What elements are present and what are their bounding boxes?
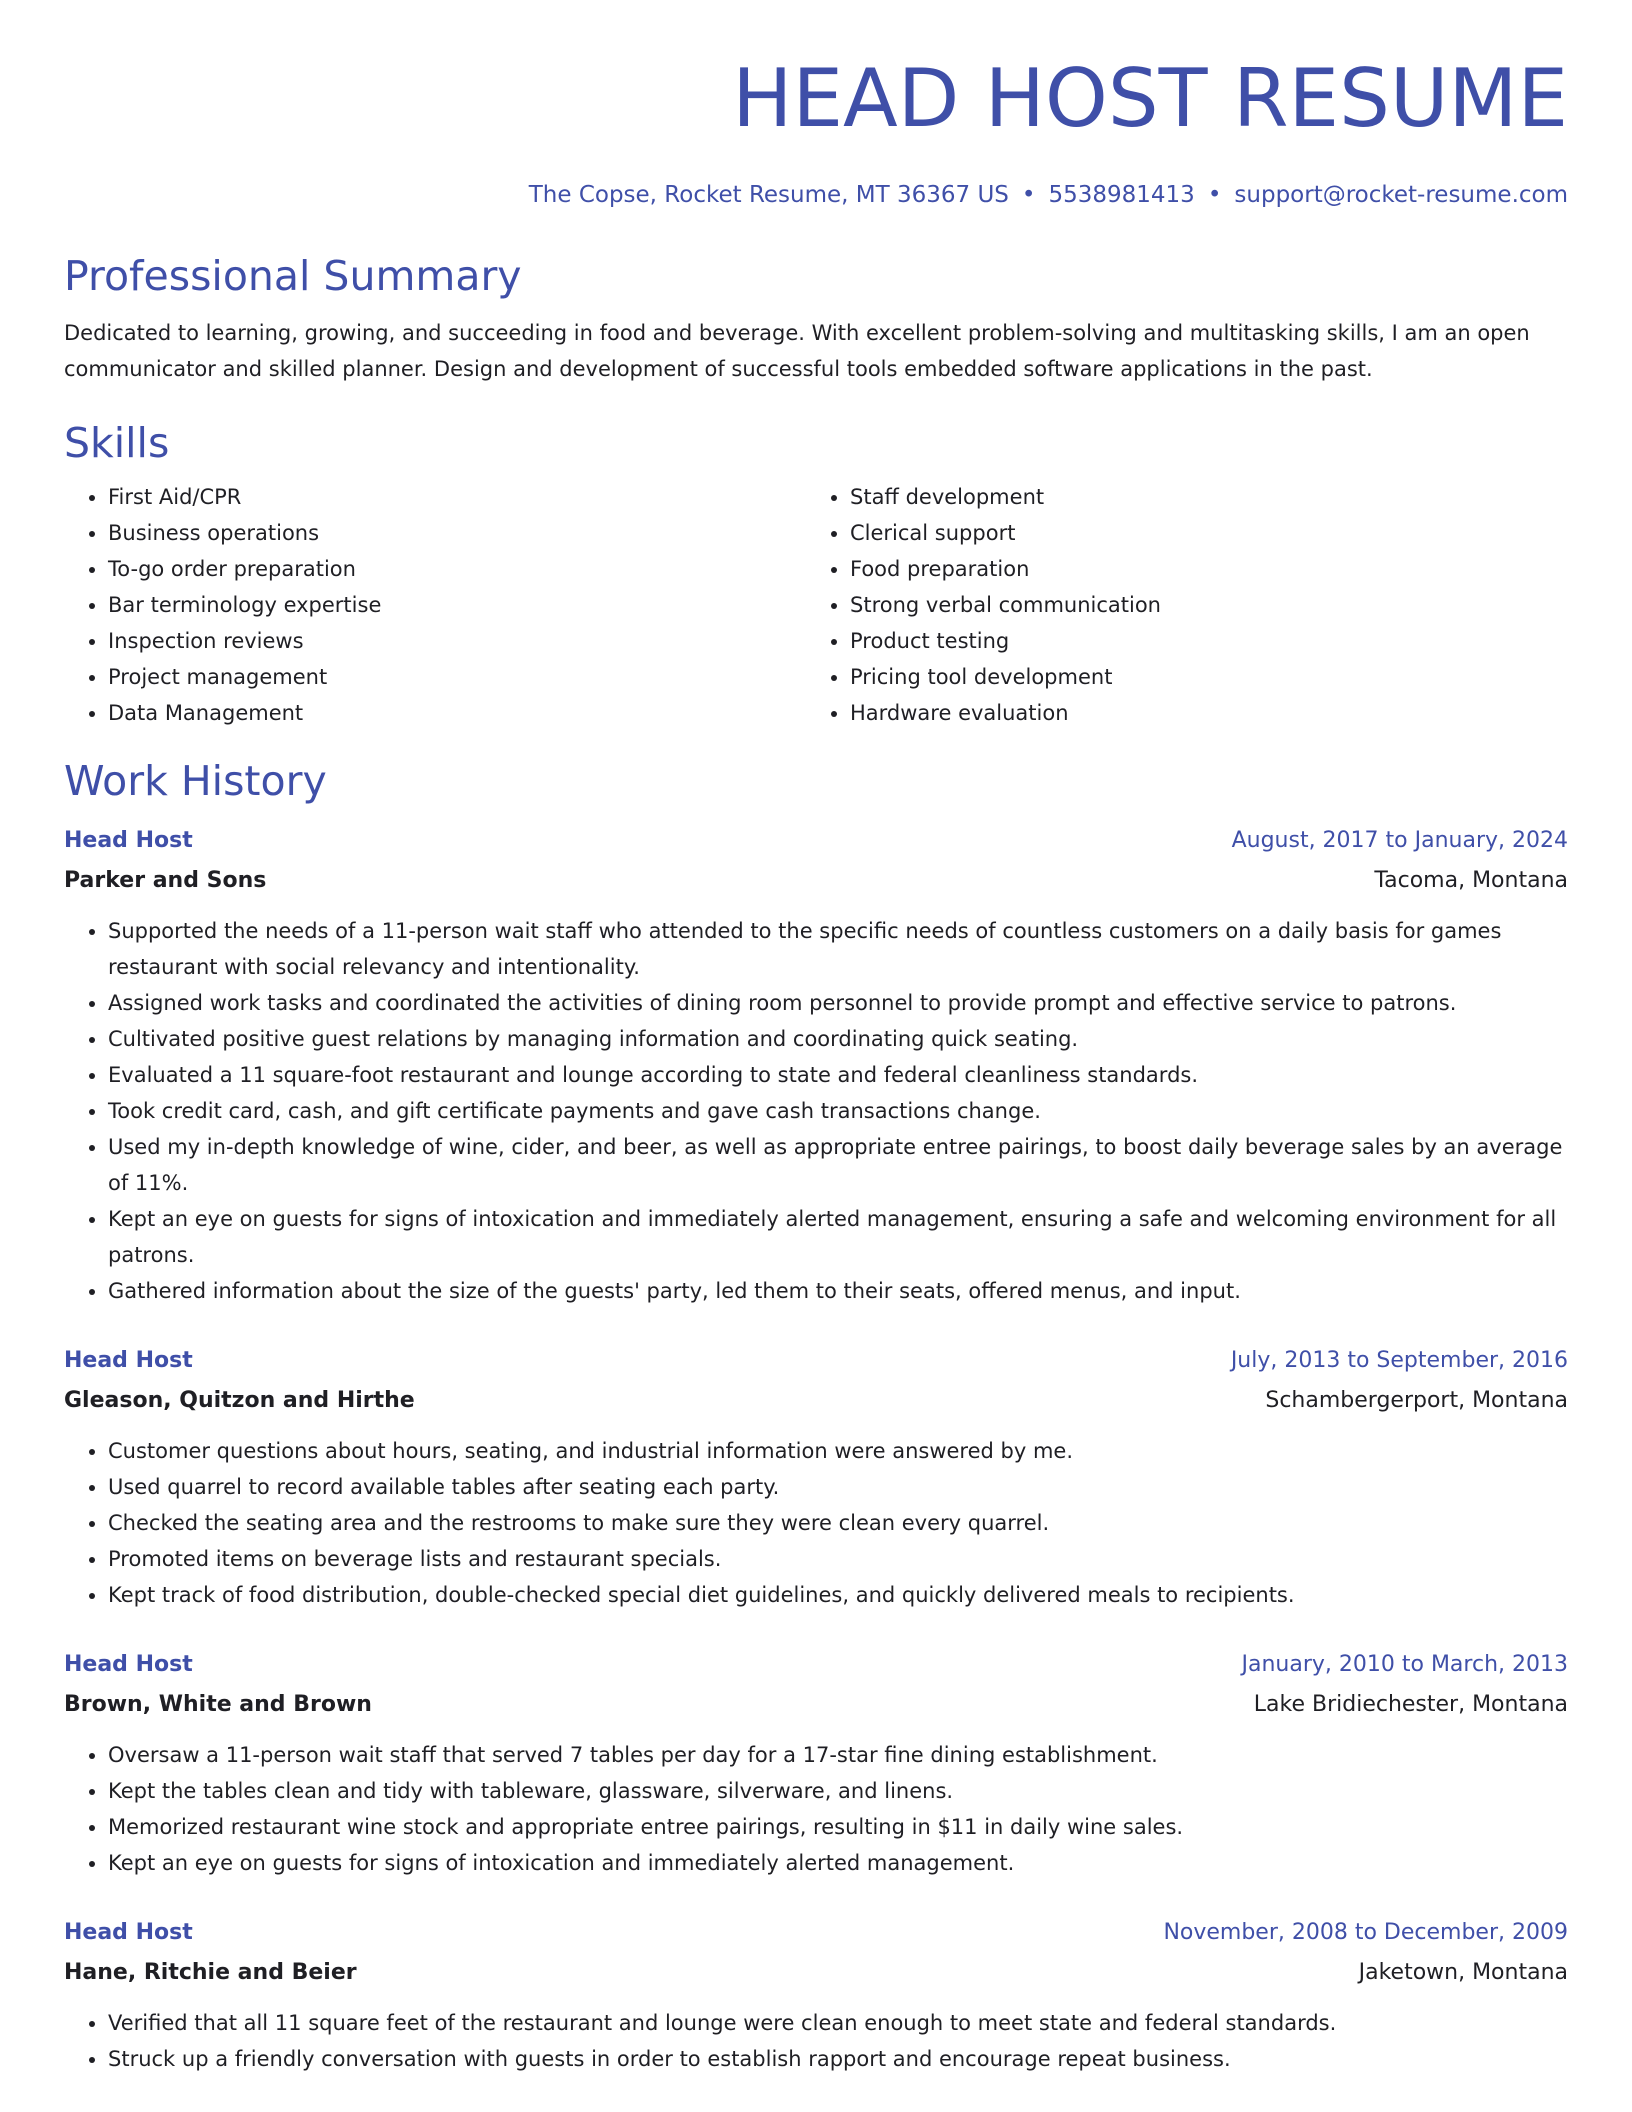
job-bullet: • Oversaw a 11-person wait staff that served 7 tables per day for a 17-star fine dining establishment.	[108, 1737, 1568, 1773]
job-location: Tacoma, Montana	[1374, 868, 1568, 893]
job-entry	[64, 823, 1568, 1309]
job-entry	[64, 1647, 1568, 1881]
job-company: Parker and Sons	[64, 868, 267, 893]
job-entry	[64, 1343, 1568, 1613]
skill-item: • Project management	[108, 659, 806, 695]
contact-phone: 5538981413	[1048, 182, 1195, 208]
contact-address: The Copse, Rocket Resume, MT 36367 US	[528, 182, 1009, 208]
job-title: Head Host	[64, 828, 193, 853]
job-bullet: • Verified that all 11 square feet of the restaurant and lounge were clean enough to meet state and federal standards.	[108, 2005, 1568, 2041]
skills-heading: Skills	[64, 419, 170, 467]
skill-item: • To-go order preparation	[108, 551, 806, 587]
work-history-heading: Work History	[64, 757, 327, 805]
skill-item: • Bar terminology expertise	[108, 587, 806, 623]
job-bullet: • Promoted items on beverage lists and restaurant specials.	[108, 1541, 1568, 1577]
job-bullet: • Supported the needs of a 11-person wait staff who attended to the specific needs of countless customers on a daily basis for games restaurant with social relevancy and intentionality.	[108, 913, 1568, 985]
job-bullet: • Kept an eye on guests for signs of intoxication and immediately alerted management, ensuring a safe and welcoming environment for all patrons.	[108, 1201, 1568, 1273]
contact-line	[64, 178, 1568, 212]
skill-item: • Pricing tool development	[850, 659, 1548, 695]
job-bullet: • Cultivated positive guest relations by managing information and coordinating quick seating.	[108, 1021, 1568, 1057]
job-bullet: • Used my in-depth knowledge of wine, cider, and beer, as well as appropriate entree pairings, to boost daily beverage sales by an average of 11%.	[108, 1129, 1568, 1201]
job-location: Schambergerport, Montana	[1265, 1388, 1568, 1413]
job-dates: January, 2010 to March, 2013	[1241, 1652, 1568, 1677]
job-title: Head Host	[64, 1920, 193, 1945]
job-bullet: • Kept an eye on guests for signs of intoxication and immediately alerted management.	[108, 1845, 1568, 1881]
job-bullet: • Checked the seating area and the restrooms to make sure they were clean every quarrel.	[108, 1505, 1568, 1541]
skill-item: • Data Management	[108, 695, 806, 731]
job-bullet: • Kept track of food distribution, double-checked special diet guidelines, and quickly delivered meals to recipients.	[108, 1577, 1568, 1613]
job-bullet: • Evaluated a 11 square-foot restaurant and lounge according to state and federal cleanliness standards.	[108, 1057, 1568, 1093]
skill-item: • Clerical support	[850, 515, 1548, 551]
summary-text: Dedicated to learning, growing, and succeeding in food and beverage. With excellent problem-solving and multitasking skills, I am an open communicator and skilled planner. Design and development of successful tools embedded software applications in the past.	[64, 321, 1530, 381]
resume-title: HEAD HOST RESUME	[732, 52, 1568, 145]
skill-item: • Hardware evaluation	[850, 695, 1548, 731]
job-bullet: • Struck up a friendly conversation with guests in order to establish rapport and encourage repeat business.	[108, 2041, 1568, 2077]
job-location: Lake Bridiechester, Montana	[1253, 1692, 1568, 1717]
contact-separator: •	[1207, 182, 1222, 208]
job-bullet: • Used quarrel to record available tables after seating each party.	[108, 1469, 1568, 1505]
skill-item: • Business operations	[108, 515, 806, 551]
job-title: Head Host	[64, 1348, 193, 1373]
job-dates: July, 2013 to September, 2016	[1230, 1348, 1568, 1373]
skills-column-right	[806, 479, 1548, 731]
resume-page	[64, 0, 1568, 2077]
job-bullets	[64, 913, 1568, 1309]
skill-item: • Inspection reviews	[108, 623, 806, 659]
job-dates: August, 2017 to January, 2024	[1231, 828, 1568, 853]
contact-separator: •	[1021, 182, 1036, 208]
job-location: Jaketown, Montana	[1358, 1960, 1568, 1985]
job-bullet: • Memorized restaurant wine stock and appropriate entree pairings, resulting in $11 in daily wine sales.	[108, 1809, 1568, 1845]
contact-email[interactable]: support@rocket-resume.com	[1234, 182, 1568, 208]
skill-item: • First Aid/CPR	[108, 479, 806, 515]
skill-item: • Strong verbal communication	[850, 587, 1548, 623]
job-company: Brown, White and Brown	[64, 1692, 372, 1717]
job-company: Gleason, Quitzon and Hirthe	[64, 1388, 415, 1413]
job-bullets	[64, 1737, 1568, 1881]
job-bullet: • Customer questions about hours, seating, and industrial information were answered by me.	[108, 1433, 1568, 1469]
job-entry	[64, 1915, 1568, 2077]
job-bullet: • Took credit card, cash, and gift certificate payments and gave cash transactions change.	[108, 1093, 1568, 1129]
summary-heading: Professional Summary	[64, 252, 522, 300]
job-bullets	[64, 2005, 1568, 2077]
job-bullet: • Gathered information about the size of the guests' party, led them to their seats, offered menus, and input.	[108, 1273, 1568, 1309]
job-company: Hane, Ritchie and Beier	[64, 1960, 357, 1985]
job-bullet: • Assigned work tasks and coordinated the activities of dining room personnel to provide prompt and effective service to patrons.	[108, 985, 1568, 1021]
skill-item: • Staff development	[850, 479, 1548, 515]
skills-column-left	[64, 479, 806, 731]
job-title: Head Host	[64, 1652, 193, 1677]
skills-list	[64, 479, 1568, 731]
job-dates: November, 2008 to December, 2009	[1163, 1920, 1568, 1945]
job-bullets	[64, 1433, 1568, 1613]
skill-item: • Food preparation	[850, 551, 1548, 587]
job-bullet: • Kept the tables clean and tidy with tableware, glassware, silverware, and linens.	[108, 1773, 1568, 1809]
skill-item: • Product testing	[850, 623, 1548, 659]
